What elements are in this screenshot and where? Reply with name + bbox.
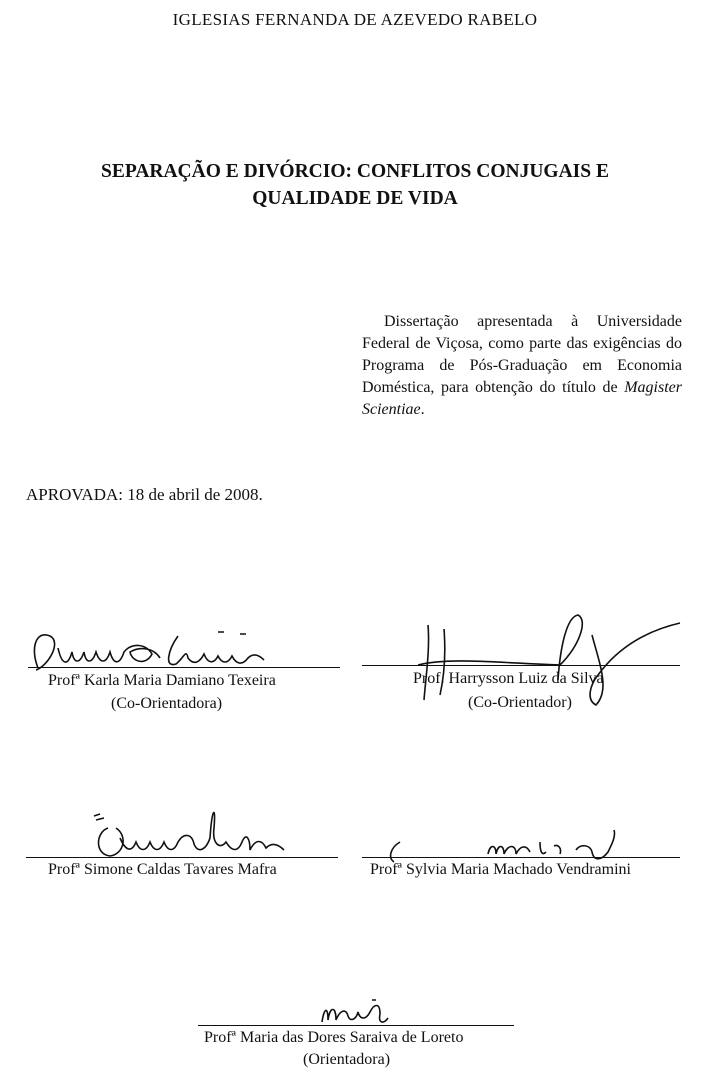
- member-name: Profª Karla Maria Damiano Texeira: [48, 672, 276, 689]
- description-text: Dissertação apresentada à Universidade Federal de Viçosa, como parte das exigências do Programa de Pós-Graduação em Economia Doméstica, para obtenção do título de: [362, 313, 682, 396]
- degree-title: Magister Scientiae: [362, 379, 682, 418]
- approved-label: APROVADA:: [26, 485, 123, 504]
- member-name: Profª Simone Caldas Tavares Mafra: [48, 861, 277, 878]
- description-end: .: [420, 401, 425, 418]
- member-role: (Co-Orientadora): [111, 695, 223, 712]
- member-name: Profª Sylvia Maria Machado Vendramini: [370, 861, 631, 878]
- signature-line: [362, 665, 680, 666]
- title-line-1: SEPARAÇÃO E DIVÓRCIO: CONFLITOS CONJUGAIS E: [101, 161, 609, 182]
- approved-date: 18 de abril de 2008.: [127, 485, 263, 504]
- signature-maria: [310, 996, 410, 1032]
- title-line-2: QUALIDADE DE VIDA: [252, 188, 458, 209]
- member-name: Profª Maria das Dores Saraiva de Loreto: [204, 1029, 464, 1046]
- author-name: IGLESIAS FERNANDA DE AZEVEDO RABELO: [172, 10, 538, 29]
- member-role: (Orientadora): [303, 1051, 391, 1068]
- signature-line: [362, 857, 680, 858]
- approval-line: [26, 485, 263, 505]
- dissertation-title: [40, 158, 670, 212]
- signature-line: [26, 857, 338, 858]
- dissertation-description: [362, 311, 682, 421]
- member-role: (Co-Orientador): [468, 694, 572, 711]
- member-name: Prof. Harrysson Luiz da Silva: [413, 670, 604, 687]
- signature-line: [28, 667, 340, 668]
- signature-line: [198, 1025, 514, 1026]
